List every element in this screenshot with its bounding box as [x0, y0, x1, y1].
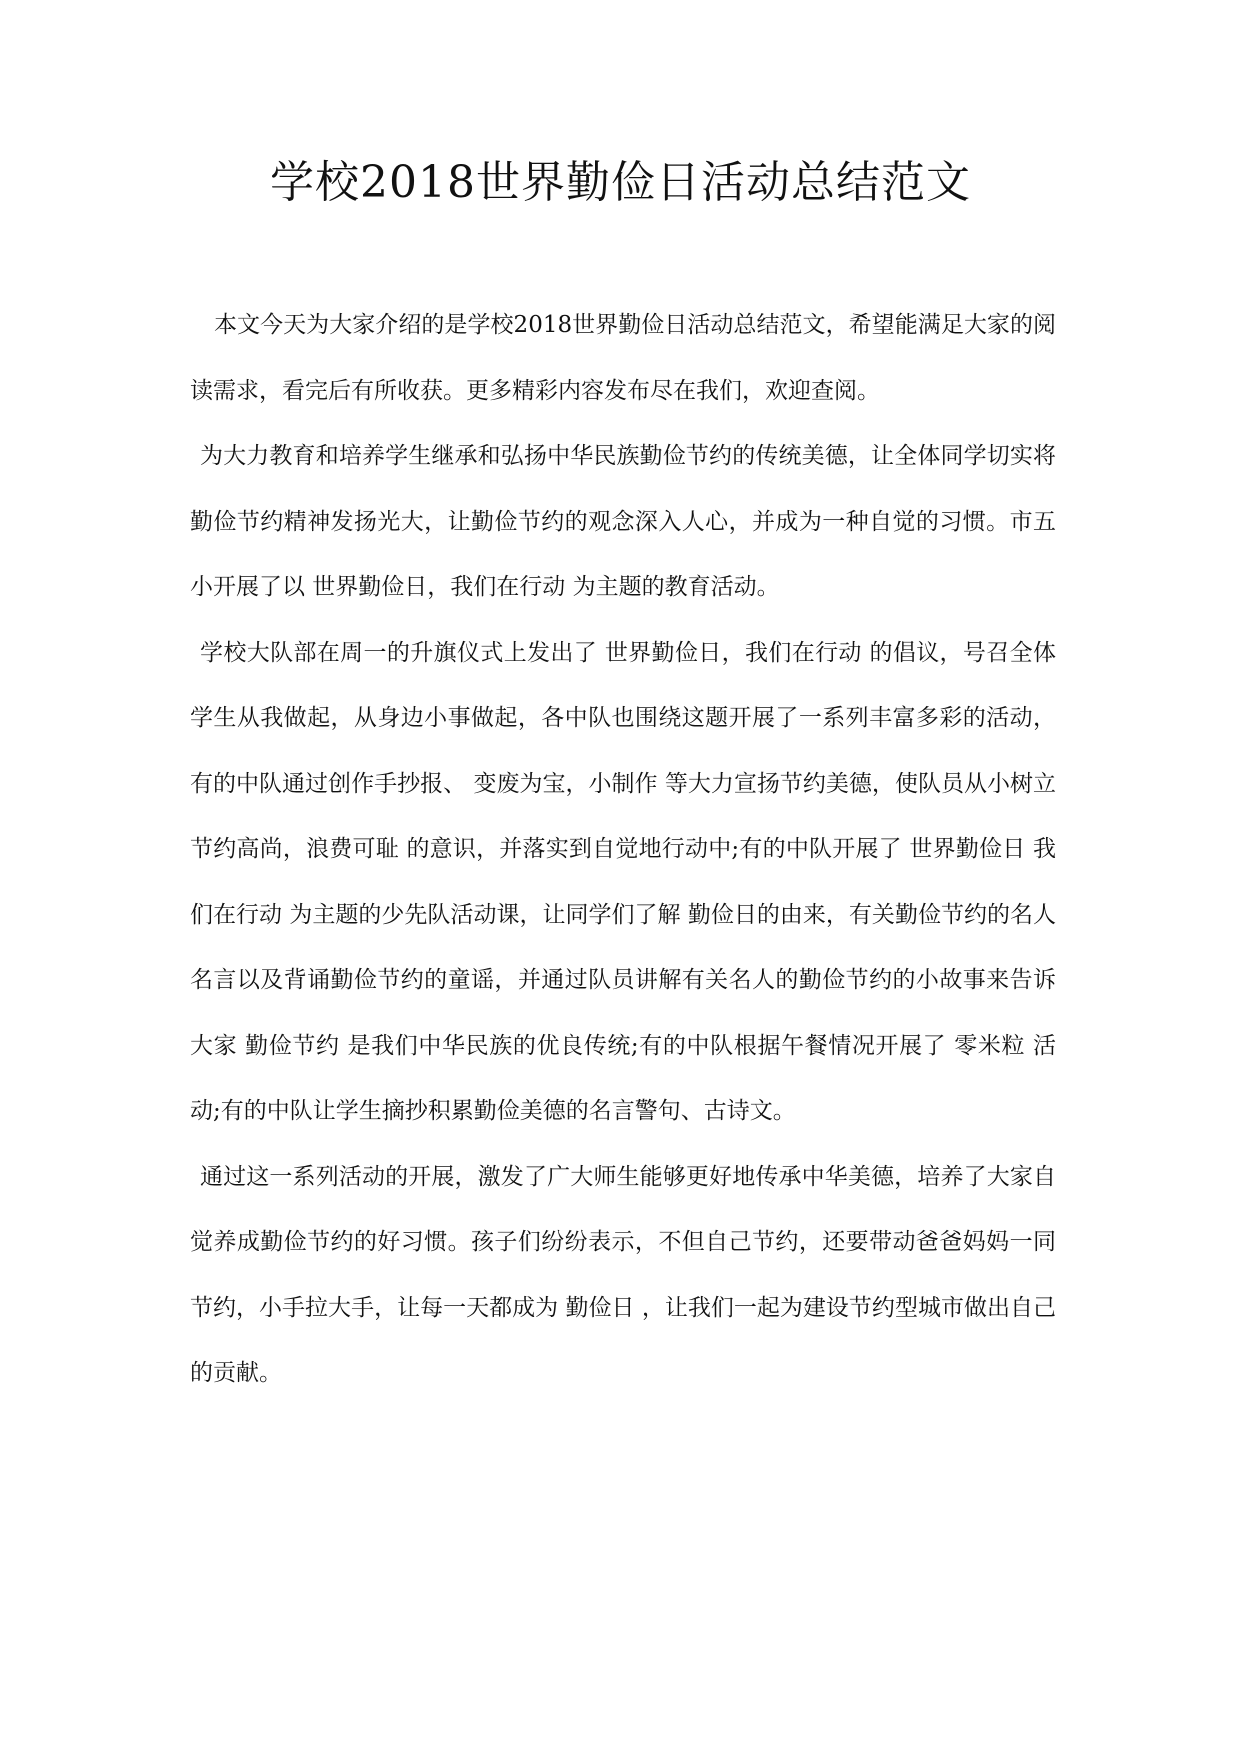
- document-body: [190, 293, 1056, 1407]
- paragraph-activities: 学校大队部在周一的升旗仪式上发出了 世界勤俭日，我们在行动 的倡议，号召全体学生从我做起，从身边小事做起，各中队也围绕这题开展了一系列丰富多彩的活动，有的中队通过创作手抄报、 变废为宝，小制作 等大力宣扬节约美德，使队员从小树立 节约高尚，浪费可耻 的意识，并落实到自觉地行动中;有的中队开展了 世界勤俭日 我们在行动 为主题的少先队活动课，让同学们了解 勤俭日的由来，有关勤俭节约的名人名言以及背诵勤俭节约的童谣，并通过队员讲解有关名人的勤俭节约的小故事来告诉大家 勤俭节约 是我们中华民族的优良传统;有的中队根据午餐情况开展了 零米粒 活动;有的中队让学生摘抄积累勤俭美德的名言警句、古诗文。: [190, 639, 1056, 1124]
- paragraph-intro: 本文今天为大家介绍的是学校2018世界勤俭日活动总结范文，希望能满足大家的阅读需求，看完后有所收获。更多精彩内容发布尽在我们，欢迎查阅。: [190, 312, 1056, 404]
- paragraph-conclusion: 通过这一系列活动的开展，激发了广大师生能够更好地传承中华美德，培养了大家自觉养成勤俭节约的好习惯。孩子们纷纷表示，不但自己节约，还要带动爸爸妈妈一同节约，小手拉大手，让每一天都成为 勤俭日 ，让我们一起为建设节约型城市做出自己的贡献。: [190, 1163, 1056, 1386]
- document-title: 学校2018世界勤俭日活动总结范文: [270, 157, 971, 208]
- paragraph-purpose: 为大力教育和培养学生继承和弘扬中华民族勤俭节约的传统美德，让全体同学切实将勤俭节约精神发扬光大，让勤俭节约的观念深入人心，并成为一种自觉的习惯。市五小开展了以 世界勤俭日，我们在行动 为主题的教育活动。: [190, 443, 1056, 600]
